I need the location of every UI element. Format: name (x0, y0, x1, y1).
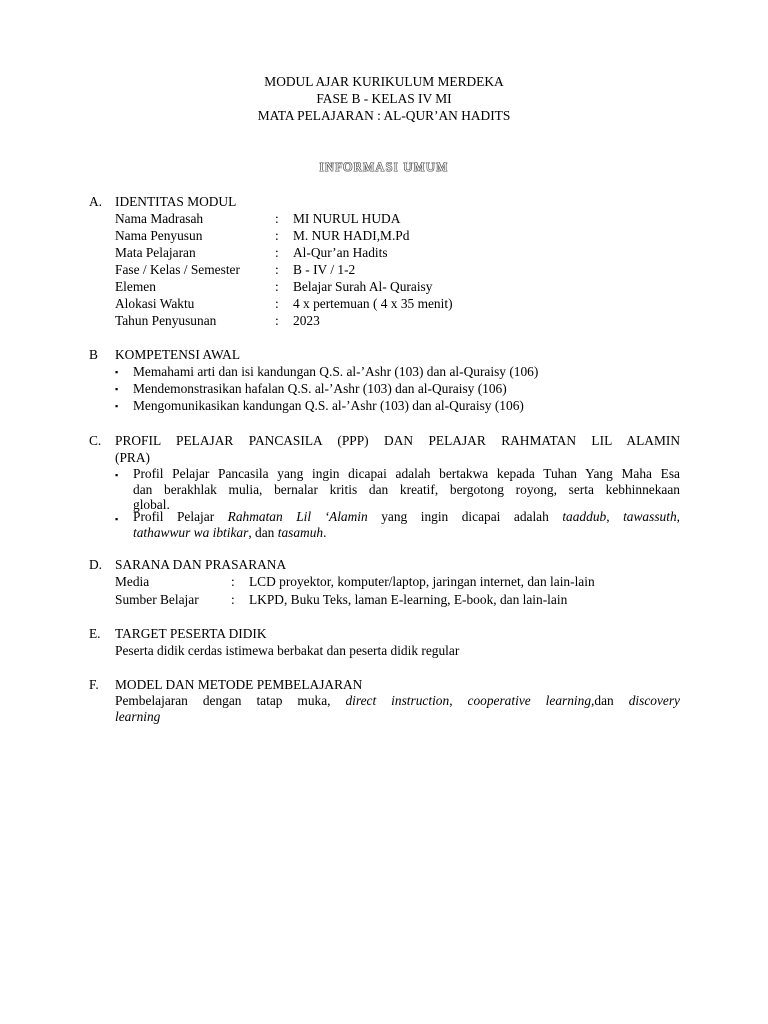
list-item: Mendemonstrasikan hafalan Q.S. al-’Ashr (103) dan al-Quraisy (106) (133, 381, 507, 396)
section-title-profil-line2: (PRA) (115, 450, 150, 465)
list-item-profil-pancasila (133, 466, 680, 513)
section-title-identitas: IDENTITAS MODUL (115, 194, 237, 209)
text-run: Profil Pelajar (133, 509, 228, 524)
text-run-italic: cooperative learning (467, 693, 592, 708)
sarana-label: Media (115, 574, 150, 589)
identitas-value: Belajar Surah Al- Quraisy (293, 279, 433, 294)
section-letter-c: C. (89, 433, 102, 448)
identitas-colon: : (275, 279, 279, 294)
bullet-icon: ▪ (115, 514, 119, 524)
text-run: , dan (248, 524, 278, 540)
identitas-value: M. NUR HADI,M.Pd (293, 228, 410, 243)
model-paragraph (115, 693, 680, 724)
sarana-colon: : (231, 574, 235, 589)
bullet-icon: ▪ (115, 367, 119, 377)
text-run: Pembelajaran dengan tatap muka, (115, 693, 346, 708)
section-title-profil (115, 432, 680, 466)
text-run: , (449, 693, 468, 708)
identitas-colon: : (275, 262, 279, 277)
paragraph-line (115, 693, 680, 709)
identitas-value: 4 x pertemuan ( 4 x 35 menit) (293, 296, 453, 311)
text-run: ,dan (591, 693, 629, 708)
identitas-value: MI NURUL HUDA (293, 211, 401, 226)
sarana-value: LCD proyektor, komputer/laptop, jaringan internet, dan lain-lain (249, 574, 595, 589)
identitas-colon: : (275, 245, 279, 260)
list-item-profil-rahmatan (133, 509, 680, 540)
identitas-label: Alokasi Waktu (115, 296, 195, 311)
text-run-italic: tathawwur wa ibtikar (133, 524, 249, 540)
section-title-model: MODEL DAN METODE PEMBELAJARAN (115, 677, 363, 692)
section-letter-b: B (89, 347, 98, 362)
text-run: . (323, 524, 327, 540)
section-title-sarana: SARANA DAN PRASARANA (115, 557, 287, 572)
text-run-italic: taaddub (562, 509, 607, 524)
paragraph-line (133, 525, 680, 541)
text-run: , (676, 509, 680, 524)
identitas-label: Mata Pelajaran (115, 245, 196, 260)
sarana-value: LKPD, Buku Teks, laman E-learning, E-book, dan lain-lain (249, 592, 568, 607)
paragraph-line: dan berakhlak mulia, bernalar kritis dan kreatif, bergotong royong, serta kebhinnekaan (133, 481, 680, 497)
identitas-colon: : (275, 228, 279, 243)
identitas-value: 2023 (293, 313, 320, 328)
doc-title-line3: MATA PELAJARAN : AL-QUR’AN HADITS (257, 108, 511, 123)
text-run: , (606, 509, 624, 524)
text-run-italic: Rahmatan Lil ‘Alamin (227, 509, 368, 524)
list-item: Mengomunikasikan kandungan Q.S. al-’Ashr (103) dan al-Quraisy (106) (133, 398, 524, 413)
section-title-target: TARGET PESERTA DIDIK (115, 626, 267, 641)
paragraph-line: global. (133, 497, 170, 512)
text-run-italic: tawassuth (623, 509, 677, 524)
text-run-italic: direct instruction (345, 693, 450, 708)
identitas-label: Elemen (115, 279, 156, 294)
doc-title-line1: MODUL AJAR KURIKULUM MERDEKA (264, 74, 504, 89)
target-text: Peserta didik cerdas istimewa berbakat dan peserta didik regular (115, 643, 460, 658)
text-run-italic: tasamuh (277, 524, 324, 540)
sarana-label: Sumber Belajar (115, 592, 199, 607)
text-run-italic: learning (115, 708, 161, 724)
bullet-icon: ▪ (115, 384, 119, 394)
identitas-colon: : (275, 313, 279, 328)
paragraph-line (115, 709, 680, 725)
identitas-label: Tahun Penyusunan (115, 313, 217, 328)
section-letter-a: A. (89, 194, 103, 209)
bullet-icon: ▪ (115, 470, 119, 480)
identitas-value: B - IV / 1-2 (293, 262, 356, 277)
section-letter-e: E. (89, 626, 101, 641)
list-item: Memahami arti dan isi kandungan Q.S. al-’Ashr (103) dan al-Quraisy (106) (133, 364, 539, 379)
section-heading-informasi-umum: INFORMASI UMUM (319, 160, 449, 174)
paragraph-line (133, 509, 680, 525)
identitas-label: Nama Madrasah (115, 211, 204, 226)
sarana-colon: : (231, 592, 235, 607)
bullet-icon: ▪ (115, 401, 119, 411)
identitas-value: Al-Qur’an Hadits (293, 245, 388, 260)
identitas-colon: : (275, 296, 279, 311)
identitas-label: Nama Penyusun (115, 228, 203, 243)
doc-title-line2: FASE B - KELAS IV MI (316, 91, 452, 106)
text-run: yang ingin dicapai adalah (367, 509, 563, 524)
section-title-profil-line1: PROFIL PELAJAR PANCASILA (PPP) DAN PELAJAR RAHMATAN LIL ALAMIN (115, 433, 680, 448)
section-letter-d: D. (89, 557, 103, 572)
text-run-italic: discovery (628, 693, 680, 708)
identitas-label: Fase / Kelas / Semester (115, 262, 240, 277)
section-letter-f: F. (89, 677, 99, 692)
paragraph-line: Profil Pelajar Pancasila yang ingin dicapai adalah bertakwa kepada Tuhan Yang Maha Esa (133, 466, 680, 481)
identitas-colon: : (275, 211, 279, 226)
section-title-kompetensi: KOMPETENSI AWAL (115, 347, 241, 362)
